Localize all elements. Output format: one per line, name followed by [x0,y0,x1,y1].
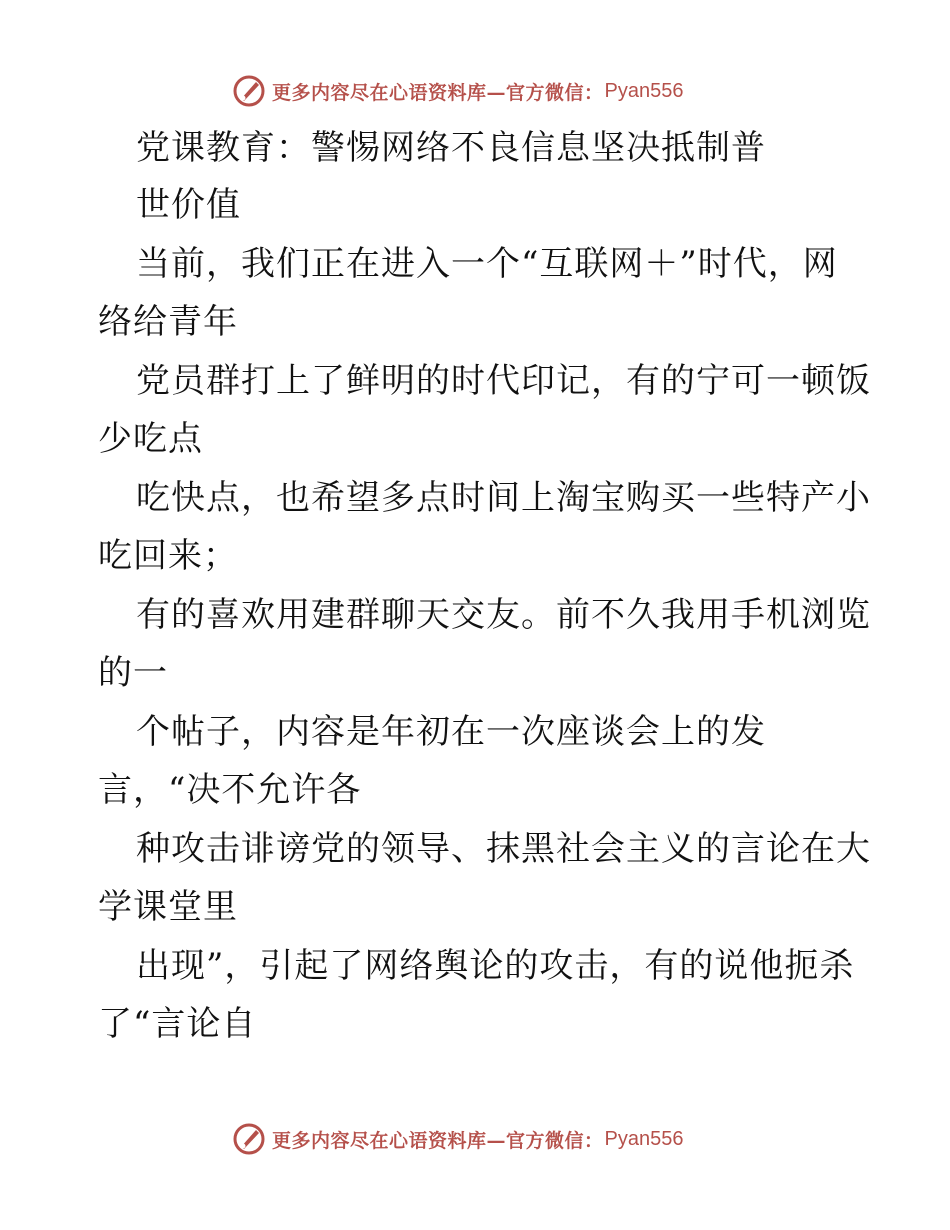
doc-line: 个帖子，内容是年初在一次座谈会上的发 [136,712,766,752]
doc-line: 少吃点 [98,419,203,459]
doc-line: 的一 [98,653,168,693]
doc-line: 种攻击诽谤党的领导、抹黑社会主义的言论在大 [136,829,871,869]
header-banner [232,71,683,111]
footer-banner [232,1119,683,1159]
doc-title-line-2: 世价值 [136,185,241,225]
doc-line: 言，“决不允许各 [98,770,362,810]
quill-logo-icon [232,1122,266,1156]
footer-wechat-id: Pyan556 [604,1127,684,1150]
doc-line: 有的喜欢用建群聊天交友。前不久我用手机浏览 [136,595,871,635]
doc-line: 学课堂里 [98,887,238,927]
quill-logo-icon [232,74,266,108]
doc-line: 当前，我们正在进入一个“互联网＋”时代，网 [136,244,838,284]
doc-line: 了“言论自 [98,1004,257,1044]
header-wechat-id: Pyan556 [604,79,684,102]
doc-line: 吃快点，也希望多点时间上淘宝购买一些特产小 [136,478,871,518]
header-banner-text: 更多内容尽在心语资料库—官方微信： [272,81,604,104]
doc-line: 络给青年 [98,302,238,342]
footer-banner-text: 更多内容尽在心语资料库—官方微信： [272,1129,604,1152]
doc-line: 党员群打上了鲜明的时代印记，有的宁可一顿饭 [136,361,871,401]
doc-line: 吃回来； [98,536,238,576]
doc-line: 出现”，引起了网络舆论的攻击，有的说他扼杀 [136,946,855,986]
doc-title-line-1: 党课教育：警惕网络不良信息坚决抵制普 [136,128,766,168]
